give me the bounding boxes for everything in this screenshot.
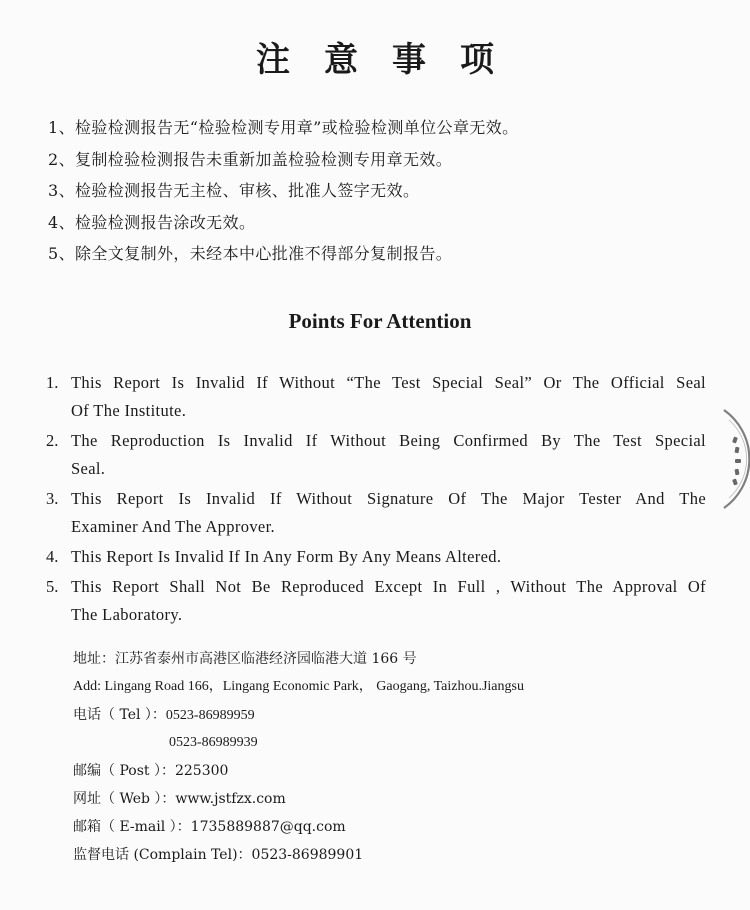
item-text-line: This Report Shall Not Be Reproduced Except In Full , Without The Approval Of [71,577,706,596]
item-number: 4. [46,547,59,566]
item-text-line: Seal. [71,459,106,478]
chinese-title: 注意事项 [256,40,528,80]
website: 网址（ Web ）：www.jstfzx.com [73,791,286,807]
chinese-notice-list [48,112,728,270]
english-notice-item-3 [46,485,706,541]
address-english: Add: Lingang Road 166，Lingang Economic Park， Gaogang, Taizhou.Jiangsu [73,679,524,694]
english-notice-item-2 [46,427,706,483]
english-title: Points For Attention [288,309,472,333]
item-number: 1. [46,373,59,392]
telephone-row [73,701,693,729]
item-text-line: The Laboratory. [71,605,183,624]
telephone-number-2: 0523-86989939 [169,735,258,750]
chinese-notice-item-1: 1、检验检测报告无“检验检测专用章”或检验检测单位公章无效。 [48,118,519,137]
item-number: 3. [46,489,59,508]
item-text-line: This Report Is Invalid If Without “The Test Special Seal” Or The Official Seal [71,373,706,392]
chinese-notice-item-3: 3、检验检测报告无主检、审核、批准人签字无效。 [48,181,420,200]
item-text-line: Examiner And The Approver. [71,517,276,536]
english-notice-item-5 [46,573,706,629]
address-chinese: 地址：江苏省泰州市高港区临港经济园临港大道 166 号 [73,651,417,667]
chinese-notice-item-4: 4、检验检测报告涂改无效。 [48,212,256,232]
english-notice-item-4 [46,543,706,571]
contact-block [73,645,693,869]
complaint-telephone: 监督电话 (Complain Tel)：0523-86989901 [73,847,364,863]
telephone-number-1: 0523-86989959 [165,708,255,723]
english-notice-list [46,369,706,629]
email: 邮箱（ E-mail ）：1735889887@qq.com [73,819,346,835]
item-text-line: This Report Is Invalid If Without Signature Of The Major Tester And The [71,489,706,508]
postcode: 邮编（ Post ）：225300 [73,763,229,779]
item-text-line: Of The Institute. [71,401,187,420]
english-notice-item-1 [46,369,706,425]
item-text-line: The Reproduction Is Invalid If Without Being Confirmed By The Test Special [71,431,706,450]
item-number: 2. [46,431,59,450]
item-number: 5. [46,577,59,596]
chinese-notice-item-2: 2、复制检验检测报告未重新加盖检验检测专用章无效。 [48,149,453,169]
item-text-line: This Report Is Invalid If In Any Form By Any Means Altered. [71,547,502,566]
telephone-label: 电话（ Tel ）： [73,707,166,723]
chinese-notice-item-5: 5、除全文复制外，未经本中心批准不得部分复制报告。 [48,244,453,263]
seal-stamp-icon [718,408,750,510]
